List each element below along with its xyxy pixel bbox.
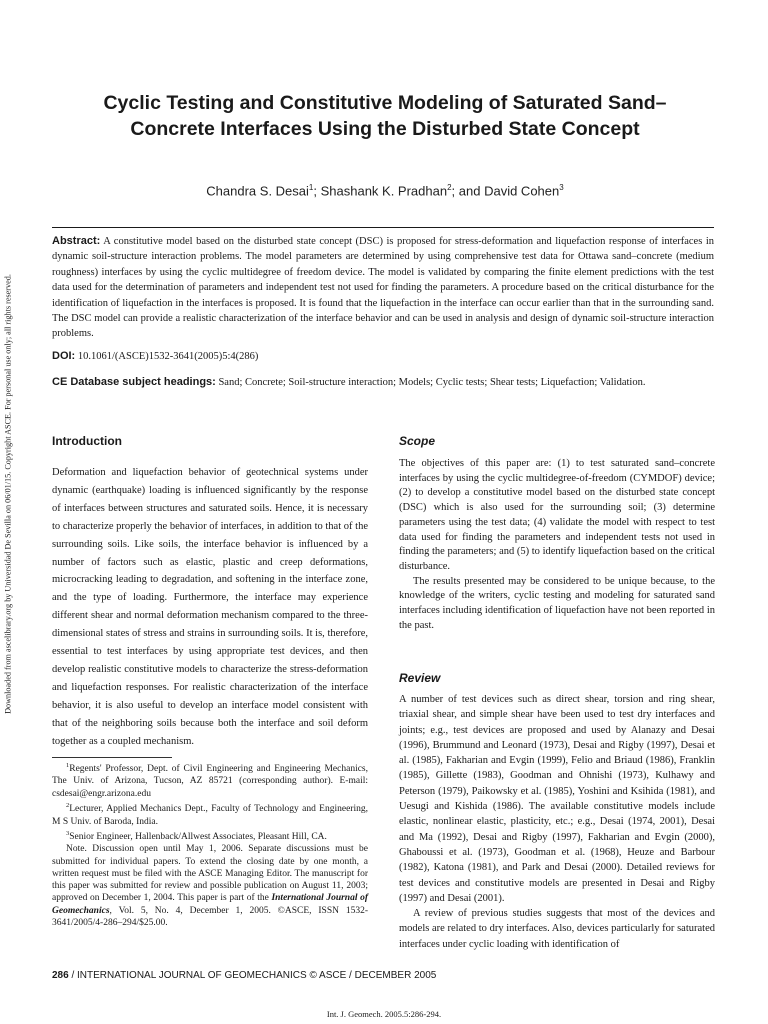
abstract-heading: Abstract:: [52, 235, 101, 247]
header-divider: [52, 227, 714, 228]
footnote-3: [52, 828, 368, 843]
author-separator: ;: [313, 183, 321, 199]
subject-headings-value: Sand; Concrete; Soil-structure interaction; Models; Cyclic tests; Shear tests; Liquefaction; Validation.: [215, 377, 646, 388]
scope-heading: Scope: [399, 434, 436, 448]
citation-line: Int. J. Geomech. 2005.5:286-294.: [326, 1009, 442, 1019]
introduction-text: Deformation and liquefaction behavior of geotechnical systems under dynamic (earthquake) loading is influenced significantly by the response of interfaces between structures and saturated soils. Hence, it is necessary to characterize properly the behavior of interfaces, in addition to that of the surrounding soils. Like soils, the interface behavior is influenced by a number of factors such as elastic, plastic and creep deformations, microcracking leading to degradation, and softening in the interface zone, and the type of loading. Furthermore, the interface may experience different shear and normal deformation mechanism compared to the three-dimensional states of stress and strains in surrounding soils. It is, therefore, essential to test interfaces by using appropriate test devices, and then develop realistic constitutive models to characterize the stress-deformation and liquefaction responses. For realistic characterization of the interface behavior, it is also useful to develop an interface model consistent with that of the neighboring soils because both the interface and soil deform together as a coupled mechanism.: [52, 467, 368, 747]
footnote-text: Regents' Professor, Dept. of Civil Engineering and Engineering Mechanics, The Univ. of Arizona, Tucson, AZ 85721 (corresponding author). E-mail: csdesai@engr.arizona.edu: [52, 764, 368, 799]
subject-headings-label: CE Database subject headings:: [52, 376, 216, 388]
footnote-mark: 1: [66, 762, 70, 769]
download-notice-text: Downloaded from ascelibrary.org by Universidad De Sevilla on 06/01/15. Copyright ASCE. For personal use only; all rights reserved.: [3, 274, 13, 714]
author-list: [70, 183, 700, 198]
introduction-heading: Introduction: [52, 434, 122, 448]
review-section: [399, 692, 715, 952]
footnotes: [52, 760, 368, 929]
paper-title: Cyclic Testing and Constitutive Modeling of Saturated Sand–Concrete Interfaces Using the Disturbed State Concept: [103, 92, 667, 140]
journal-footer-text: / INTERNATIONAL JOURNAL OF GEOMECHANICS © ASCE / DECEMBER 2005: [68, 970, 437, 981]
footnote-note: [52, 843, 368, 929]
running-footer: [52, 970, 714, 981]
author-affiliation-mark: 1: [308, 183, 314, 192]
page-number: 286: [52, 970, 69, 981]
author-name: Shashank K. Pradhan: [320, 183, 448, 199]
footnote-text: Senior Engineer, Hallenback/Allwest Associates, Pleasant Hill, CA.: [69, 831, 327, 842]
abstract-text: A constitutive model based on the disturbed state concept (DSC) is proposed for stress-deformation and liquefaction response of interfaces in dynamic soil-structure interaction problems. The model parameters are determined by using comprehensive test data for Ottawa sand–concrete (medium roughness) interfaces by using the cyclic multidegree of freedom device. The model is validated by comparing the finite element predictions with the test data used for the determination of parameters and independent test not used for finding the parameters. A procedure based on the critical disturbance for the identification of liquefaction in the interfaces is proposed. It is found that the liquefaction in the interface can occur earlier than that in the surrounding sand. The DSC model can provide a realistic characterization of the interface behavior and can be used in analysis and design of dynamic soil-structure interaction problems.: [52, 236, 714, 340]
footnote-text: Lecturer, Applied Mechanics Dept., Faculty of Technology and Engineering, M S Univ. of Baroda, India.: [52, 804, 368, 827]
download-notice: [0, 228, 16, 760]
author-affiliation-mark: 2: [447, 183, 452, 192]
scope-paragraph: The objectives of this paper are: (1) to test saturated sand–concrete interfaces by using the cyclic multidegree-of-freedom (CYMDOF) device; (2) to develop a constitutive model based on the disturbed state concept (DSC) which is also used for the surrounding soil; (3) determine parameters using the test data; (4) validate the model with respect to test data used for finding the parameters and independent tests not used in finding the parameters; and (5) to identify liquefaction based on the critical disturbance.: [399, 458, 715, 572]
journal-name: International Journal of Geomechanics: [52, 893, 368, 916]
scope-paragraph: The results presented may be considered to be unique because, to the knowledge of the writers, cyclic testing and modeling for saturated sand interfaces including identification of liquefaction have not been reported in the past.: [399, 575, 715, 631]
author-affiliation-mark: 3: [559, 183, 564, 192]
note-text: Note. Discussion open until May 1, 2006. Separate discussions must be submitted for individual papers. To extend the closing date by one month, a written request must be filed with the ASCE Managing Editor. The manuscript for this paper was submitted for review and possible publication on August 11, 2003; approved on December 1, 2004. This paper is part of the: [52, 844, 368, 904]
review-paragraph: A review of previous studies suggests that most of the devices and models are related to dry interfaces. Also, devices particularly for saturated interfaces under cyclic loading with identification of: [399, 908, 715, 950]
doi: [52, 350, 714, 362]
author-name: David Cohen: [484, 183, 560, 199]
abstract: [52, 234, 714, 342]
review-heading: Review: [399, 671, 441, 685]
author-separator: ; and: [451, 183, 485, 199]
footnote-divider: [52, 757, 172, 758]
subject-headings: [52, 375, 714, 390]
scope-section: [399, 457, 715, 633]
footnote-1: [52, 760, 368, 800]
note-text-end: , Vol. 5, No. 4, December 1, 2005. ©ASCE, ISSN 1532-3641/2005/4-286–294/$25.00.: [52, 905, 368, 929]
footnote-2: [52, 800, 368, 828]
footnote-mark: 3: [66, 829, 70, 837]
author-name: Chandra S. Desai: [206, 183, 309, 199]
footnote-mark: 2: [66, 802, 70, 810]
doi-heading: DOI:: [52, 350, 76, 362]
review-paragraph: A number of test devices such as direct shear, torsion and ring shear, triaxial shear, and simple shear have been used to test dry interfaces and joints; e.g., test devices are proposed and used by Alanazy and Desai (1996), Brummund and Leonard (1973), Desai and Rigby (1997), Desai et al. (1985), Fakharian and Evgin (1999), Felio and Briaud (1986), Franklin (1985), Gillette (1983), Goodman and Ohnishi (1973), Kulhawy and Peterson (1979), Paikowsky et al. (1985), Yoshini and Ksihida (1981), and Uesugi and Kishida (1986). The available constitutive models include elastic, nonlinear elastic, plasticity, etc.; e.g., Desai (1974, 2001), Desai and Ma (1992), Desai and Rigby (1997), Fakharian and Evgin (2000), Ghaboussi et al. (1973), Goodman et al. (1968), Heuze and Barbour (1982), Katona (1981), and Park and Desai (2000). Detailed reviews for test devices and constitutive models are presented in Desai and Rigby (1997) and Desai (2001).: [399, 694, 715, 904]
doi-value: 10.1061/(ASCE)1532-3641(2005)5:4(286): [75, 351, 259, 362]
